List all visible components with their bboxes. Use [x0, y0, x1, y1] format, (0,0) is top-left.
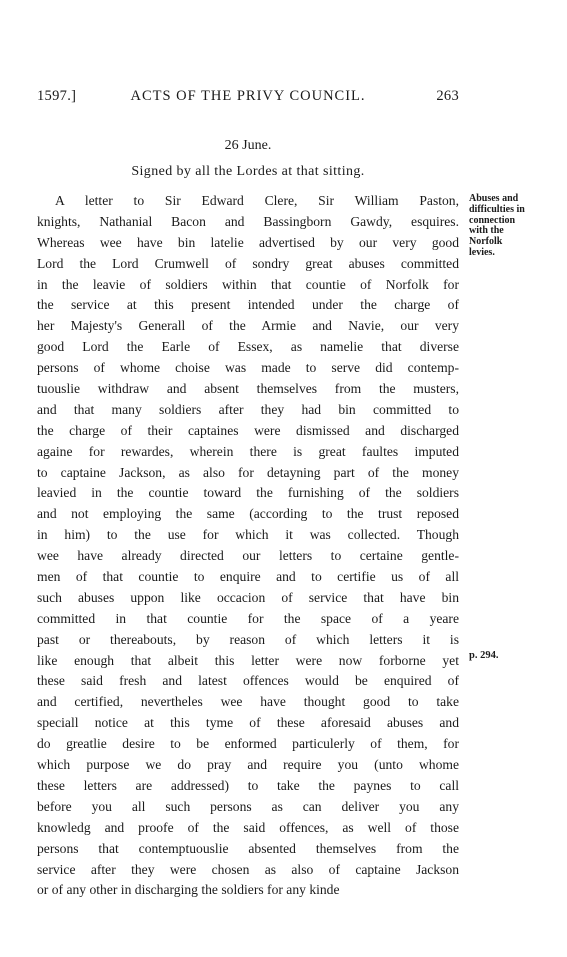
page-reference: p. 294.: [469, 650, 499, 661]
marginal-note-line: levies.: [469, 246, 495, 258]
body-line: these said fresh and latest offences would be enquired of: [37, 673, 459, 689]
body-line: knowledg and proofe of the said offences, as well of those: [37, 819, 459, 835]
body-line: or of any other in discharging the soldiers for any kinde: [37, 882, 340, 898]
page-number: 263: [436, 88, 459, 104]
body-line: persons of whome choise was made to serve did contemp-: [37, 360, 459, 376]
body-line: which purpose we do pray and require you (unto whome: [37, 757, 459, 773]
body-line: tuouslie withdraw and absent themselves from the musters,: [37, 381, 459, 397]
body-line: past or thereabouts, by reason of which letters it is: [37, 631, 459, 647]
body-line: againe for rewardes, wherein there is great faultes imputed: [37, 443, 459, 459]
marginal-note-line: connection: [469, 214, 516, 226]
running-header: [37, 88, 459, 108]
body-line: such abuses uppon like occacion of service that have bin: [37, 589, 459, 605]
body-line: committed in that countie for the space of a yeare: [37, 610, 459, 626]
letter-body: [37, 191, 459, 901]
header-title: ACTS OF THE PRIVY COUNCIL.: [130, 88, 366, 104]
body-line: in the leavie of soldiers within that countie of Norfolk for: [37, 276, 459, 292]
body-line: A letter to Sir Edward Clere, Sir William Paston,: [55, 193, 459, 208]
marginal-note-line: with the: [469, 225, 504, 237]
marginal-note: [469, 194, 561, 259]
marginal-note-line: Norfolk: [469, 236, 503, 248]
body-line: do greatlie desire to be enformed particulerly of them, for: [37, 736, 459, 752]
marginal-note-line: difficulties in: [469, 203, 525, 215]
body-line: wee have already directed our letters to certaine gentle-: [37, 548, 459, 564]
body-line: the service at this present intended under the charge of: [37, 297, 459, 313]
body-line: to captaine Jackson, as also for detayning part of the money: [37, 464, 459, 480]
body-line: good Lord the Earle of Essex, as namelie that diverse: [37, 339, 459, 355]
body-line: her Majesty's Generall of the Armie and Navie, our very: [37, 318, 459, 334]
body-line: the charge of their captaines were dismissed and discharged: [37, 422, 459, 438]
body-line: Lord the Lord Crumwell of sondry great abuses committed: [37, 255, 459, 271]
date-heading: 26 June.: [224, 138, 272, 153]
body-line: like enough that albeit this letter were now forborne yet: [37, 652, 459, 668]
signed-line: Signed by all the Lordes at that sitting.: [131, 164, 365, 179]
body-line: before you all such persons as can deliver you any: [37, 798, 459, 814]
body-line: persons that contemptuouslie absented themselves from the: [37, 840, 459, 856]
body-line: leavied in the countie toward the furnishing of the soldiers: [37, 485, 459, 501]
body-line: men of that countie to enquire and to certifie us of all: [37, 569, 459, 585]
body-line: speciall notice at this tyme of these aforesaid abuses and: [37, 715, 459, 731]
marginal-note-line: Abuses and: [469, 193, 519, 204]
body-line: knights, Nathanial Bacon and Bassingborn Gawdy, esquires.: [37, 213, 459, 229]
body-line: and certified, nevertheles wee have thought good to take: [37, 694, 459, 710]
body-line: and not employing the same (according to the trust reposed: [37, 506, 459, 522]
body-line: service after they were chosen as also of captaine Jackson: [37, 861, 459, 877]
header-year: 1597.]: [37, 88, 77, 104]
body-line: these letters are addressed) to take the paynes to call: [37, 777, 459, 793]
body-line: in him) to the use for which it was collected. Though: [37, 527, 459, 543]
body-line: Whereas wee have bin latelie advertised by our very good: [37, 234, 459, 250]
body-line: and that many soldiers after they had bin committed to: [37, 401, 459, 417]
